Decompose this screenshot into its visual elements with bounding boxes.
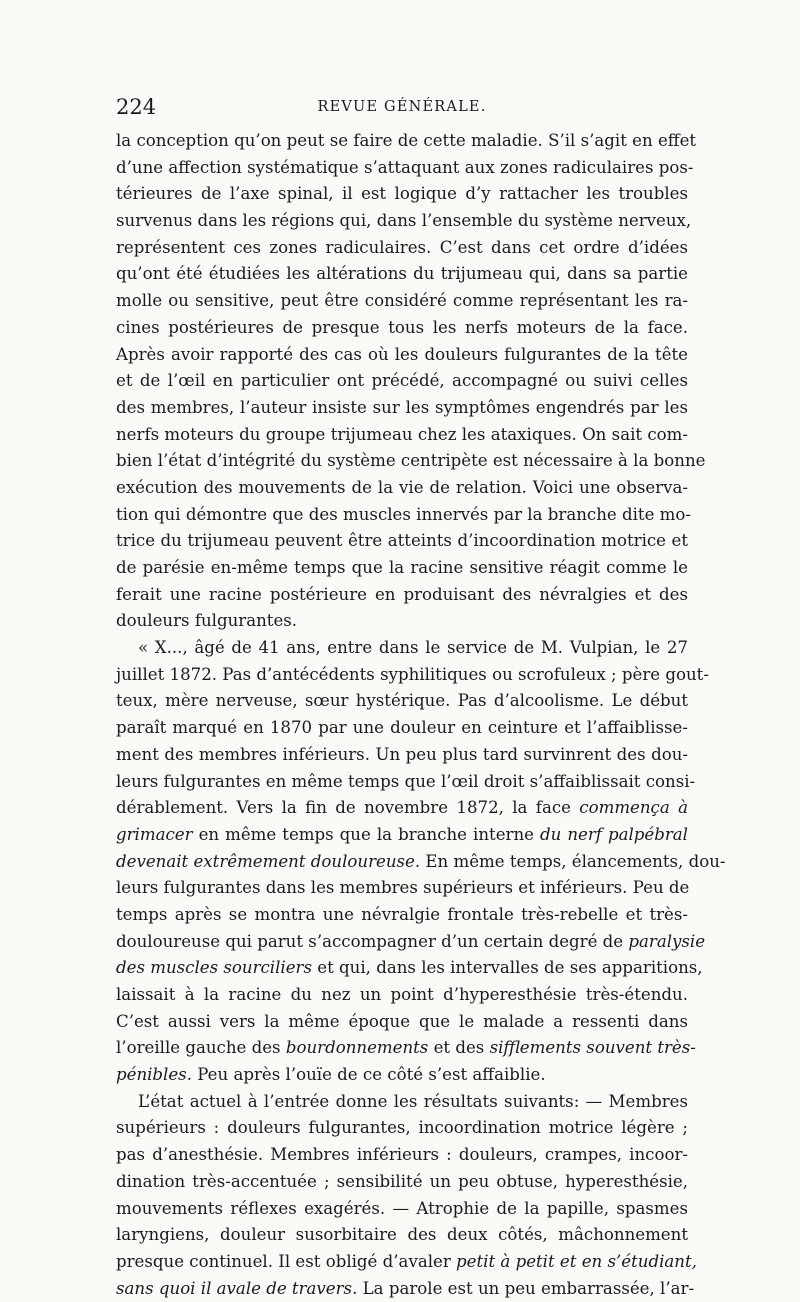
text-line [116, 715, 688, 742]
text-line [116, 422, 688, 449]
text-line [116, 982, 688, 1009]
text-line [116, 929, 706, 956]
text-segment: d’une affection systématique s’attaquant aux zones radiculaires pos- [116, 157, 694, 177]
text-line [116, 502, 692, 529]
text-line [116, 1142, 688, 1169]
text-segment: ment des membres inférieurs. Un peu plus tard survinrent des dou- [116, 744, 688, 764]
text-segment: tion qui démontre que des muscles innervés par la branche dite mo- [116, 504, 692, 524]
text-line [116, 235, 688, 262]
text-line [116, 1115, 688, 1142]
text-segment: « X..., âgé de 41 ans, entre dans le service de M. Vulpian, le 27 [138, 638, 688, 658]
text-segment: survenus dans les régions qui, dans l’ensemble du système nerveux, [116, 211, 692, 231]
text-line [116, 662, 709, 689]
italic-text: des muscles sourciliers [116, 958, 312, 978]
text-segment: mouvements réflexes exagérés. — Atrophie de la papille, spasmes [116, 1198, 688, 1218]
text-line [116, 1249, 697, 1276]
text-segment: laissait à la racine du nez un point d’hyperesthésie très-étendu. [116, 985, 688, 1004]
text-segment: supérieurs : douleurs fulgurantes, incoordination motrice légère ; [116, 1118, 688, 1138]
text-line [116, 528, 688, 555]
text-line [116, 128, 697, 155]
text-segment: juillet 1872. Pas d’antécédents syphilitiques ou scrofuleux ; père gout- [116, 664, 709, 684]
text-segment: qu’ont été étudiées les altérations du trijumeau qui, dans sa partie [116, 264, 688, 284]
text-segment: paraît marqué en 1870 par une douleur en ceinture et l’affaiblisse- [116, 718, 688, 738]
italic-text: paralysie [628, 931, 706, 951]
text-line [116, 635, 688, 662]
text-segment: et qui, dans les intervalles de ses apparitions, [312, 958, 703, 978]
text-segment: douloureuse qui parut s’accompagner d’un certain degré de [116, 931, 629, 951]
text-segment: teux, mère nerveuse, sœur hystérique. Pas d’alcoolisme. Le début [116, 691, 688, 711]
text-line [116, 1062, 688, 1089]
text-segment: nerfs moteurs du groupe trijumeau chez les ataxiques. On sait com- [116, 424, 688, 444]
text-line [116, 181, 688, 208]
page-number: 224 [116, 95, 157, 119]
text-line [116, 155, 694, 182]
page-body [116, 128, 726, 1302]
text-segment: la conception qu’on peut se faire de cette maladie. S’il s’agit en effet [116, 131, 697, 150]
text-line [116, 1276, 695, 1302]
page-header [116, 95, 688, 121]
text-line [116, 902, 688, 929]
italic-text: petit à petit et en s’étudiant, [456, 1251, 697, 1271]
text-line [116, 688, 688, 715]
text-segment: en même temps que la branche interne [192, 824, 540, 844]
text-segment: pas d’anesthésie. Membres inférieurs : douleurs, crampes, incoor- [116, 1145, 688, 1165]
italic-text: grimacer [116, 824, 193, 844]
text-segment: térieures de l’axe spinal, il est logique d’y rattacher les troubles [116, 184, 688, 204]
text-line [116, 875, 688, 902]
text-segment: presque continuel. Il est obligé d’avaler [116, 1251, 457, 1271]
text-segment: et des [428, 1038, 490, 1058]
text-segment: Après avoir rapporté des cas où les douleurs fulgurantes de la tête [116, 344, 688, 364]
text-line [116, 208, 692, 235]
text-line [116, 769, 696, 796]
text-segment: molle ou sensitive, peut être considéré comme représentant les ra- [116, 291, 688, 311]
text-line [116, 1035, 696, 1062]
text-line [116, 955, 703, 982]
text-segment: C’est aussi vers la même époque que le malade a ressenti dans [116, 1011, 688, 1031]
text-segment: L’état actuel à l’entrée donne les résultats suivants: — Membres [138, 1091, 688, 1111]
italic-text: pénibles. [116, 1065, 192, 1085]
text-line [116, 261, 688, 288]
text-line [116, 1089, 688, 1116]
italic-text: sans quoi il avale de travers. [116, 1278, 358, 1298]
running-title: REVUE GÉNÉRALE. [317, 99, 487, 115]
italic-text: bourdonnements [285, 1038, 429, 1058]
text-segment: douleurs fulgurantes. [116, 611, 298, 631]
text-segment: ferait une racine postérieure en produisant des névralgies et des [116, 584, 688, 604]
text-segment: laryngiens, douleur susorbitaire des deux côtés, mâchonnement [116, 1225, 688, 1245]
text-segment: l’oreille gauche des [116, 1038, 286, 1058]
text-segment: trice du trijumeau peuvent être atteints d’incoordination motrice et [116, 531, 688, 551]
text-segment: Peu après l’ouïe de ce côté s’est affaiblie. [191, 1065, 546, 1085]
text-segment: En même temps, élancements, dou- [420, 851, 726, 871]
text-segment: exécution des mouvements de la vie de relation. Voici une observa- [116, 477, 688, 497]
text-line [116, 822, 688, 849]
text-segment: cines postérieures de presque tous les nerfs moteurs de la face. [116, 317, 688, 337]
text-line [116, 368, 688, 395]
text-line [116, 849, 726, 876]
text-line [116, 742, 688, 769]
text-segment: des membres, l’auteur insiste sur les symptômes engendrés par les [116, 397, 688, 417]
text-line [116, 448, 706, 475]
text-segment: bien l’état d’intégrité du système centripète est nécessaire à la bonne [116, 451, 706, 471]
text-segment: dérablement. Vers la fin de novembre 1872, la face [116, 798, 580, 818]
italic-text: devenait extrêmement douloureuse. [116, 851, 421, 871]
text-segment: représentent ces zones radiculaires. C’est dans cet ordre d’idées [116, 237, 688, 257]
text-line [116, 795, 688, 822]
text-segment: La parole est un peu embarrassée, l’ar- [357, 1278, 695, 1298]
text-line [116, 315, 688, 342]
italic-text: commença à [579, 798, 688, 818]
text-segment: dination très-accentuée ; sensibilité un peu obtuse, hyperesthésie, [116, 1171, 688, 1191]
text-line [116, 395, 688, 422]
text-segment: leurs fulgurantes dans les membres supérieurs et inférieurs. Peu de [116, 878, 690, 898]
text-line [116, 1009, 688, 1036]
text-line [116, 342, 688, 369]
text-line [116, 555, 688, 582]
text-line [116, 1169, 688, 1196]
text-segment: et de l’œil en particulier ont précédé, accompagné ou suivi celles [116, 371, 688, 391]
text-segment: de parésie en-même temps que la racine sensitive réagit comme le [116, 558, 688, 577]
text-segment: leurs fulgurantes en même temps que l’œil droit s’affaiblissait consi- [116, 771, 696, 791]
text-line [116, 288, 688, 315]
text-line [116, 1196, 688, 1223]
text-line [116, 608, 688, 635]
text-line [116, 582, 688, 609]
text-segment: temps après se montra une névralgie frontale très-rebelle et très- [116, 904, 688, 924]
italic-text: sifflements souvent très- [489, 1038, 696, 1058]
text-line [116, 475, 688, 502]
italic-text: du nerf palpébral [540, 824, 688, 844]
text-line [116, 1222, 688, 1249]
